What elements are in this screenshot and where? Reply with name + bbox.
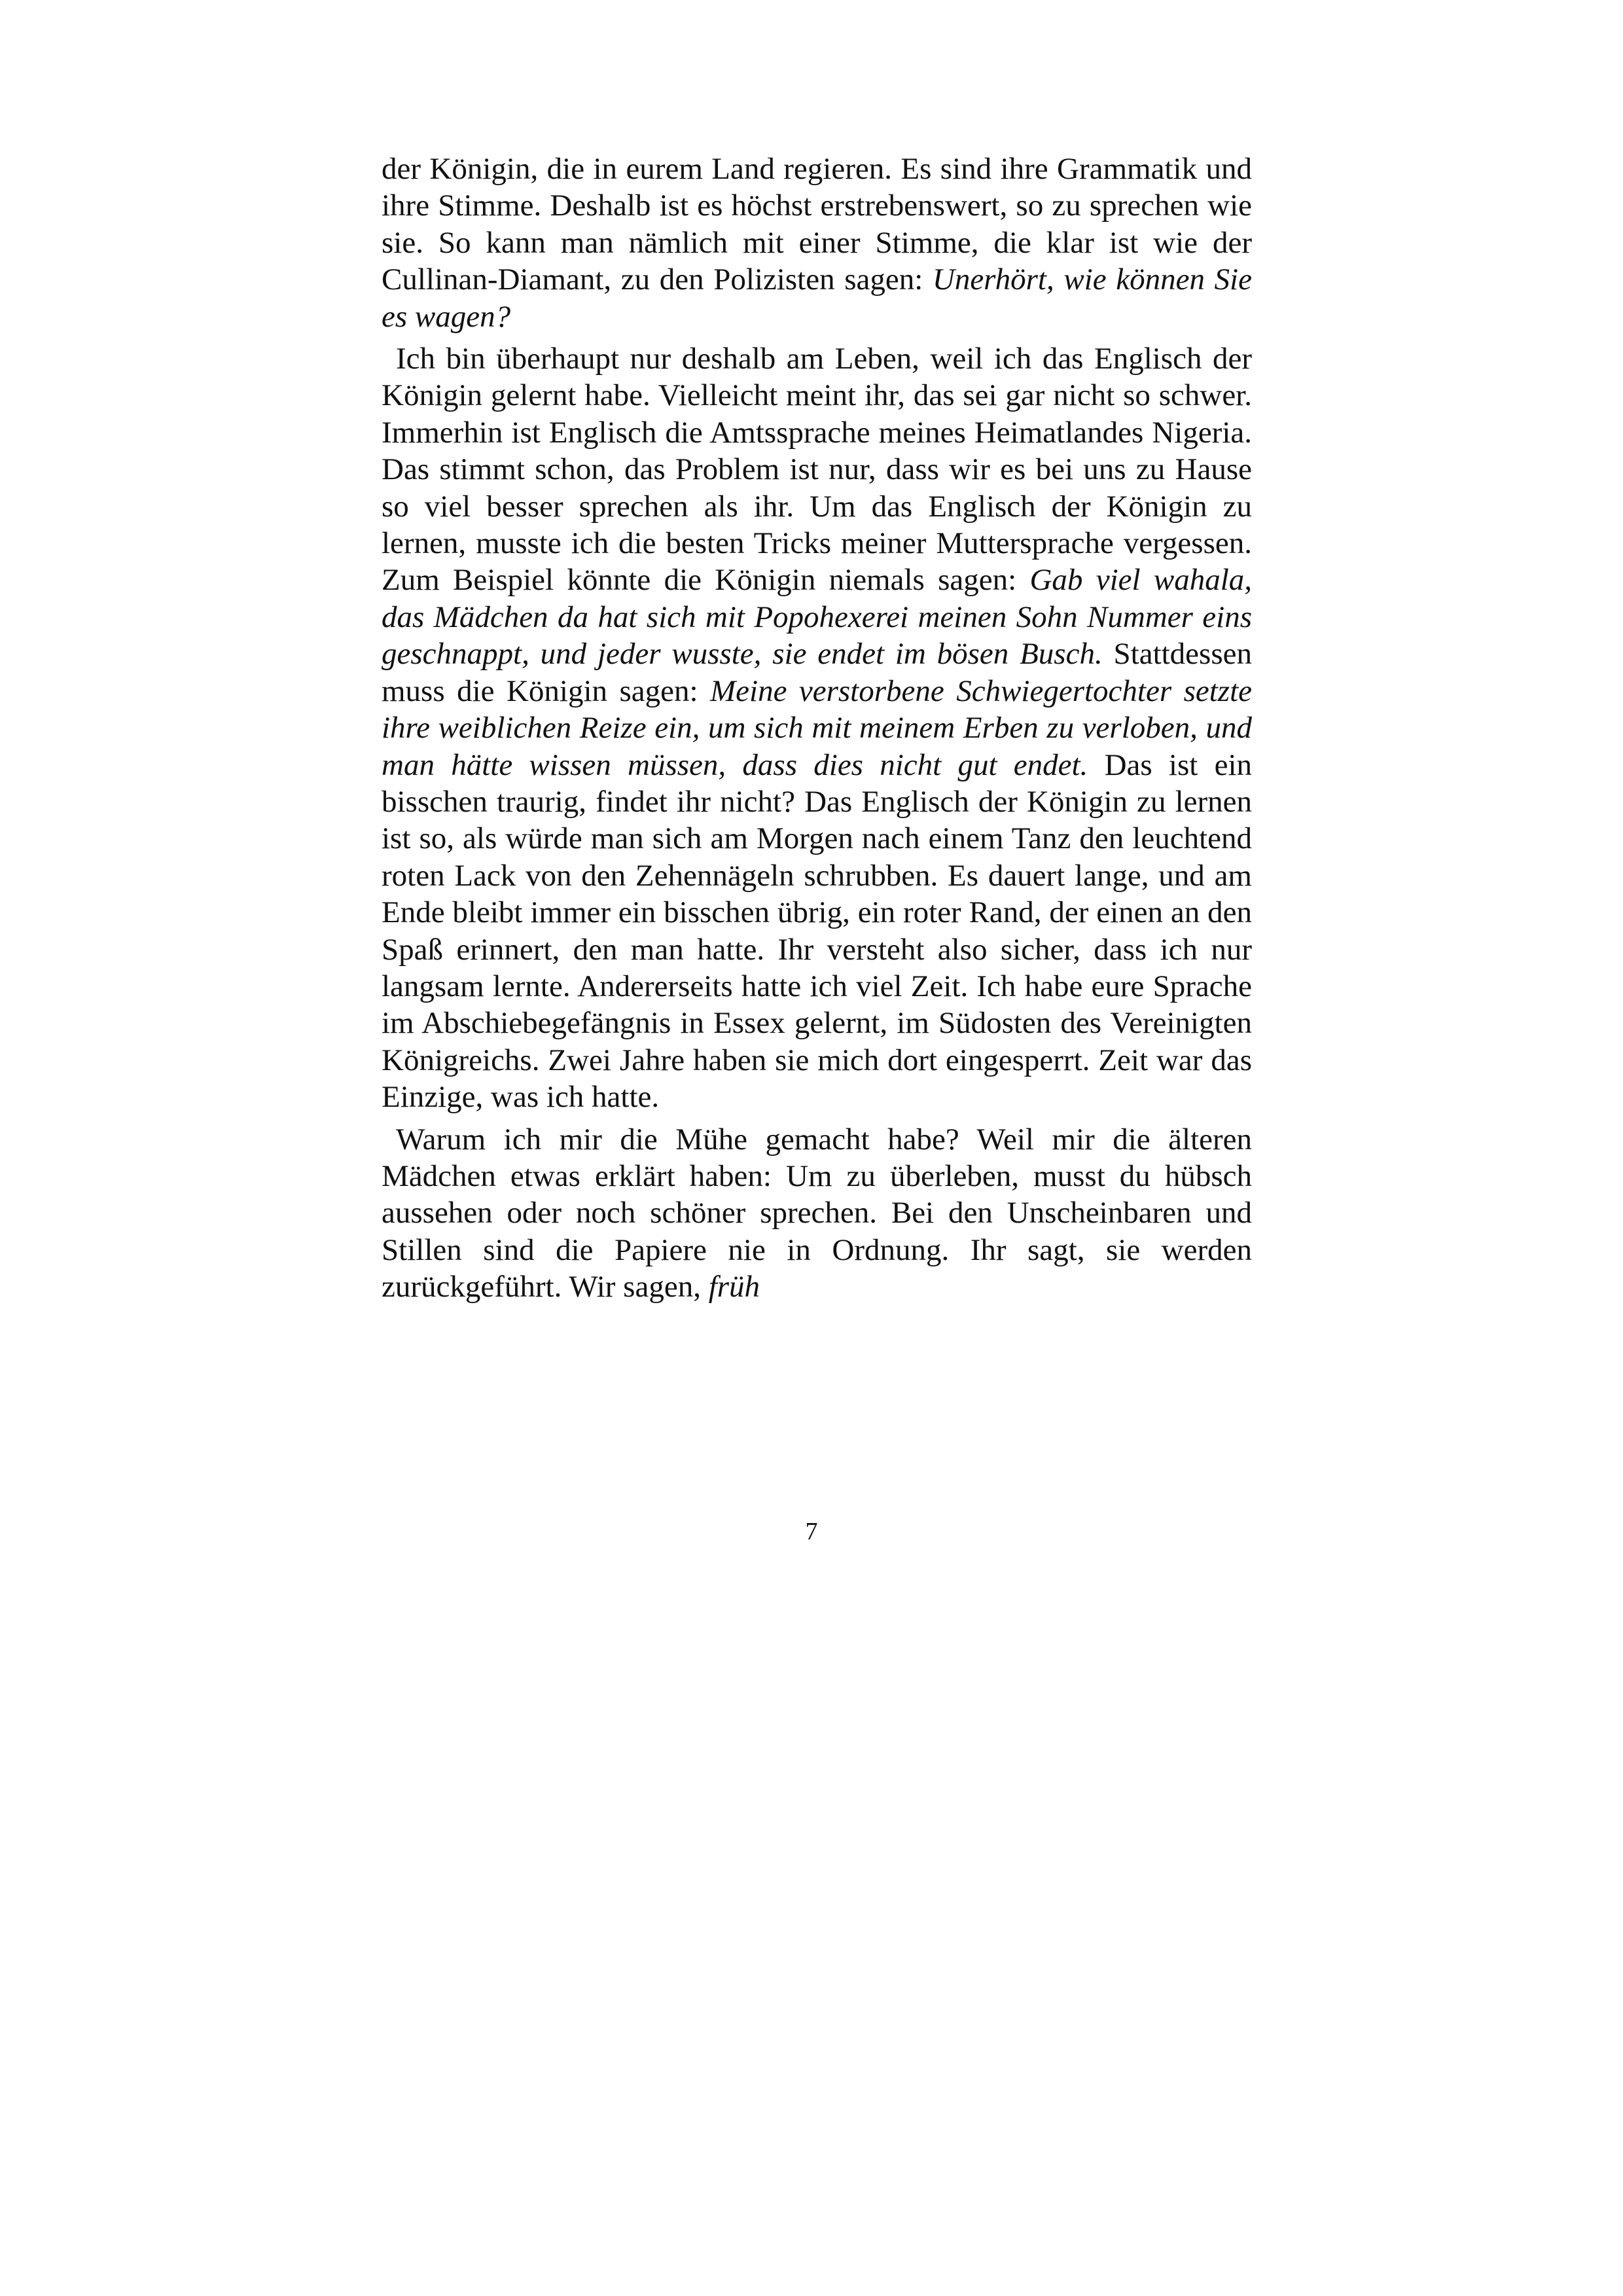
- paragraph-2-text-b: Stattdessen muss die Königin sagen:: [382, 637, 1252, 708]
- paragraph-3: [382, 1121, 1252, 1306]
- page-number: 7: [805, 1518, 818, 1545]
- paragraph-2-text-a: Ich bin überhaupt nur deshalb am Leben, weil ich das Englisch der Königin gelernt habe. Vielleicht meint ihr, das sei gar nicht so schwer. Immerhin ist Englisch die Amtssprache meines Heimatlandes Nigeria. Das stimmt schon, das Problem ist nur, dass wir es bei uns zu Hause so viel besser sprechen als ihr. Um das Englisch der Königin zu lernen, musste ich die besten Tricks meiner Muttersprache vergessen. Zum Beispiel könnte die Königin niemals sagen:: [382, 342, 1252, 598]
- paragraph-2-italic-quote-nigerian: Gab viel wahala, das Mädchen da hat sich mit Popohexerei meinen Sohn Nummer eins geschnappt, und jeder wusste, sie endet im bösen Busch.: [382, 563, 1252, 672]
- paragraph-3-italic-word: früh: [708, 1270, 760, 1304]
- paragraph-2-text-c: Das ist ein bisschen traurig, findet ihr nicht? Das Englisch der Königin zu lernen ist so, als würde man sich am Morgen nach einem Tanz den leuchtend roten Lack von den Zehennägeln schrubben. Es dauert lange, und am Ende bleibt immer ein bisschen übrig, ein roter Rand, der einen an den Spaß erinnert, den man hatte. Ihr versteht also sicher, dass ich nur langsam lernte. Andererseits hatte ich viel Zeit. Ich habe eure Sprache im Abschiebegefängnis in Essex gelernt, im Südosten des Vereinigten Königreichs. Zwei Jahre haben sie mich dort eingesperrt. Zeit war das Einzige, was ich hatte.: [382, 747, 1252, 1115]
- paragraph-1-italic-quote: Unerhört, wie können Sie es wagen?: [382, 262, 1252, 334]
- paragraph-1: [382, 151, 1252, 335]
- body-text: [382, 151, 1252, 1306]
- paragraph-1-text: der Königin, die in eurem Land regieren. Es sind ihre Grammatik und ihre Stimme. Deshalb ist es höchst erstrebenswert, so zu sprechen wie sie. So kann man nämlich mit einer Stimme, die klar ist wie der Cullinan-Diamant, zu den Polizisten sagen:: [382, 152, 1252, 297]
- paragraph-2-italic-quote-queen: Meine verstorbene Schwiegertochter setzte ihre weiblichen Reize ein, um sich mit meinem Erben zu verloben, und man hätte wissen müssen, dass dies nicht gut endet.: [382, 673, 1252, 782]
- paragraph-2: [382, 340, 1252, 1116]
- paragraph-3-text: Warum ich mir die Mühe gemacht habe? Weil mir die älteren Mädchen etwas erklärt haben: Um zu überleben, musst du hübsch aussehen oder noch schöner sprechen. Bei den Unscheinbaren und Stillen sind die Papiere nie in Ordnung. Ihr sagt, sie werden zurückgeführt. Wir sagen,: [382, 1122, 1252, 1304]
